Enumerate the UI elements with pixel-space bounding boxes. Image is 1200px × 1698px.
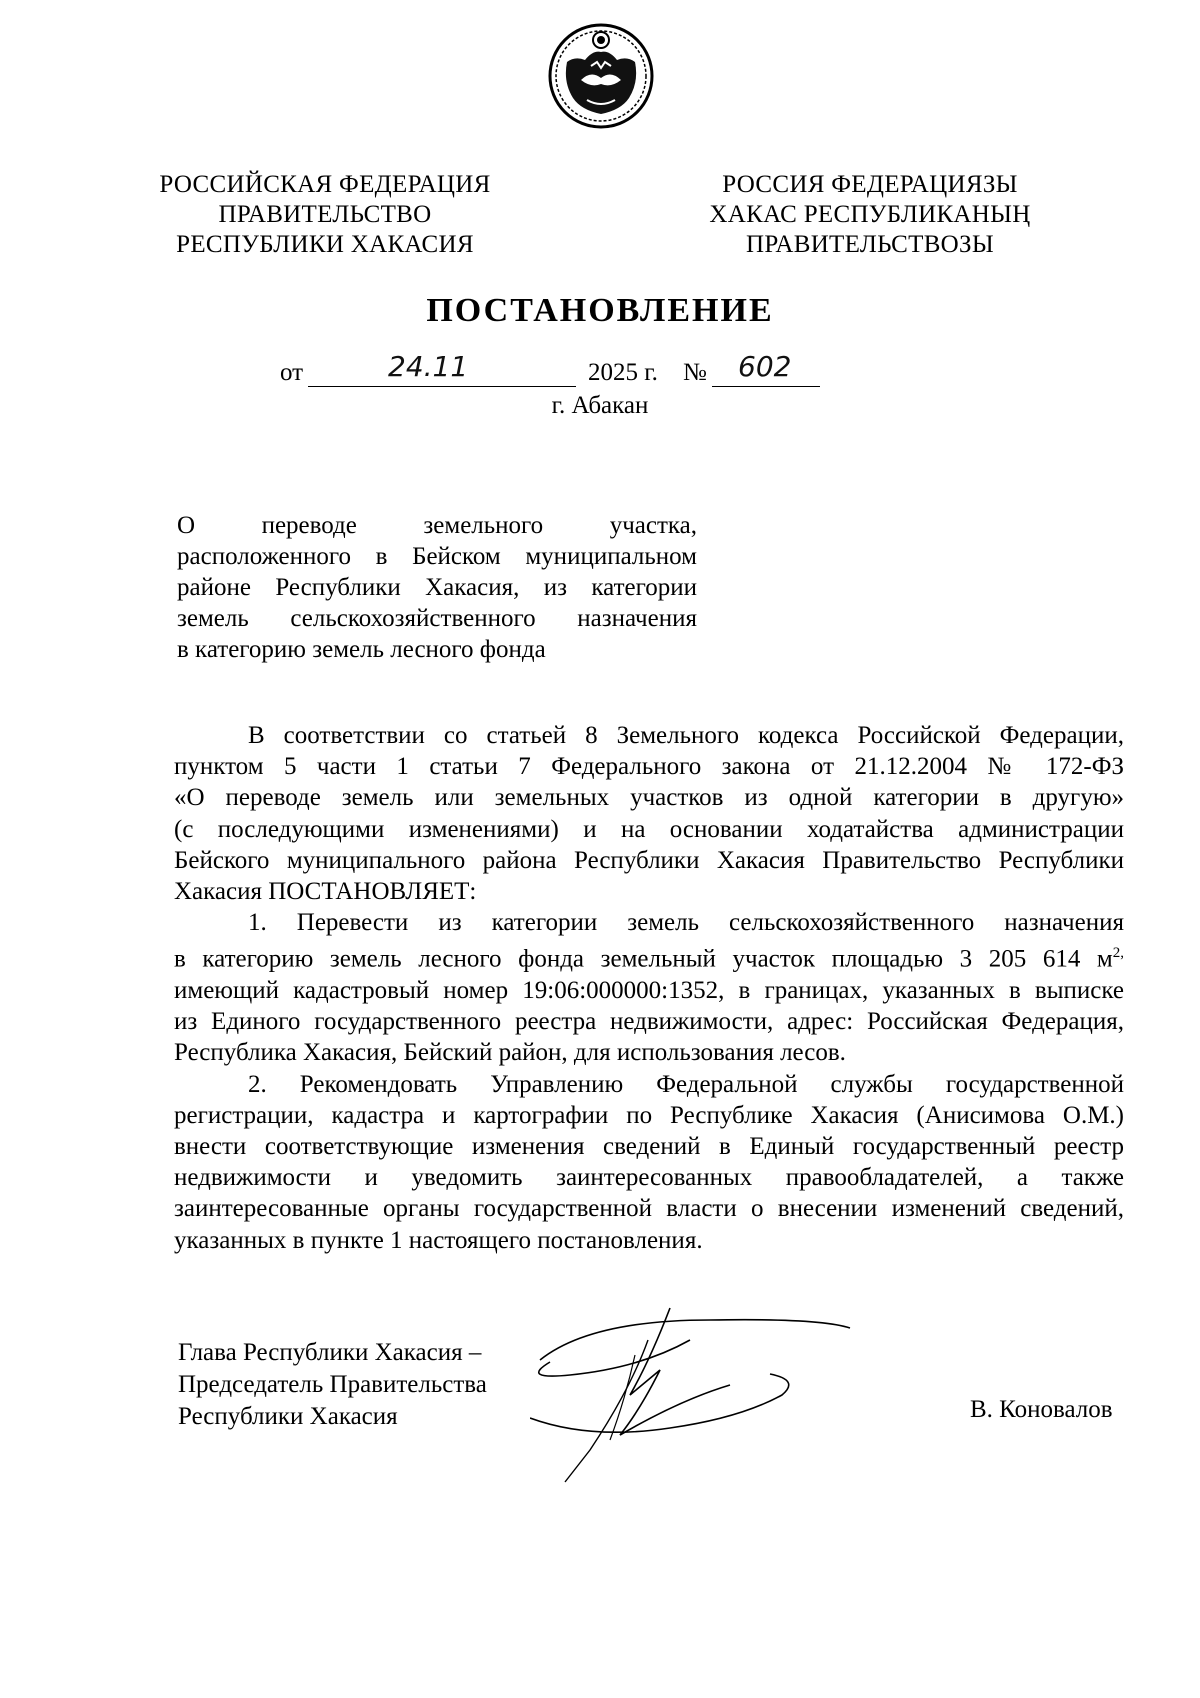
handwritten-signature-icon xyxy=(530,1300,860,1485)
header-right-line-2: ХАКАС РЕСПУБЛИКАНЫҢ xyxy=(709,201,1031,228)
body-line: В соответствии со статьей 8 Земельного кодекса Российской Федерации, xyxy=(248,722,1124,749)
signatory-position xyxy=(178,1337,487,1433)
signatory-position-line: Председатель Правительства xyxy=(178,1371,487,1398)
header-left xyxy=(150,170,500,260)
signatory-position-line: Республики Хакасия xyxy=(178,1403,398,1430)
header-right-line-1: РОССИЯ ФЕДЕРАЦИЯЗЫ xyxy=(722,171,1018,198)
body-line: Хакасия ПОСТАНОВЛЯЕТ: xyxy=(174,878,477,906)
header-left-line-2: ПРАВИТЕЛЬСТВО xyxy=(218,201,432,228)
body-line: (с последующими изменениями) и на основании ходатайства администрации xyxy=(174,815,1124,843)
body-line: 1. Перевести из категории земель сельскохозяйственного назначения xyxy=(248,909,1124,937)
area-superscript: 2, xyxy=(1112,945,1124,962)
body-line: Республика Хакасия, Бейский район, для использования лесов. xyxy=(174,1039,846,1067)
date-underline xyxy=(308,386,576,387)
body-line: пунктом 5 части 1 статьи 7 Федерального закона от 21.12.2004 № 172-ФЗ xyxy=(174,753,1124,781)
body-line: указанных в пункте 1 настоящего постановления. xyxy=(174,1226,703,1254)
signatory-name: В. Коновалов xyxy=(970,1396,1113,1423)
body-line: регистрации, кадастра и картографии по Республике Хакасия (Анисимова О.М.) xyxy=(174,1101,1124,1129)
body-line: 2. Рекомендовать Управлению Федеральной службы государственной xyxy=(248,1070,1124,1098)
body-line: «О переводе земель или земельных участков из одной категории в другую» xyxy=(174,784,1124,812)
body-line: имеющий кадастровый номер 19:06:000000:1352, в границах, указанных в выписке xyxy=(174,976,1124,1004)
document-subject xyxy=(177,510,697,665)
document-body xyxy=(174,720,1124,1256)
subject-line: районе Республики Хакасия, из категории xyxy=(177,574,697,601)
header-left-line-1: РОССИЙСКАЯ ФЕДЕРАЦИЯ xyxy=(159,171,491,198)
header-right xyxy=(695,170,1045,260)
document-type-title: ПОСТАНОВЛЕНИЕ xyxy=(426,292,774,329)
handwritten-number: 602 xyxy=(738,350,792,383)
subject-line: О переводе земельного участка, xyxy=(177,512,697,539)
body-line: заинтересованные органы государственной власти о внесении изменений сведений, xyxy=(174,1195,1124,1223)
signatory-position-line: Глава Республики Хакасия – xyxy=(178,1339,482,1366)
area-text: в категорию земель лесного фонда земельный участок площадью 3 205 614 м xyxy=(174,945,1113,973)
subject-line: расположенного в Бейском муниципальном xyxy=(177,543,697,570)
body-line: внести соответствующие изменения сведений в Единый государственный реестр xyxy=(174,1132,1124,1160)
date-from-label: от xyxy=(280,359,304,386)
header-left-line-3: РЕСПУБЛИКИ ХАКАСИЯ xyxy=(176,231,474,258)
handwritten-date: 24.11 xyxy=(388,350,469,383)
year-label: 2025 г. xyxy=(588,359,658,386)
number-label: № xyxy=(683,359,707,386)
subject-line: земель сельскохозяйственного назначения xyxy=(177,605,697,632)
city-label: г. Абакан xyxy=(551,392,649,419)
body-line: из Единого государственного реестра недвижимости, адрес: Российская Федерация, xyxy=(174,1008,1124,1036)
number-underline xyxy=(712,386,820,387)
body-line-area xyxy=(174,938,1124,975)
header-right-line-3: ПРАВИТЕЛЬСТВОЗЫ xyxy=(746,231,994,258)
body-line: недвижимости и уведомить заинтересованных правообладателей, а также xyxy=(174,1164,1124,1192)
subject-line: в категорию земель лесного фонда xyxy=(177,636,546,663)
coat-of-arms-icon xyxy=(547,22,655,130)
body-line: Бейского муниципального района Республики Хакасия Правительство Республики xyxy=(174,846,1124,874)
